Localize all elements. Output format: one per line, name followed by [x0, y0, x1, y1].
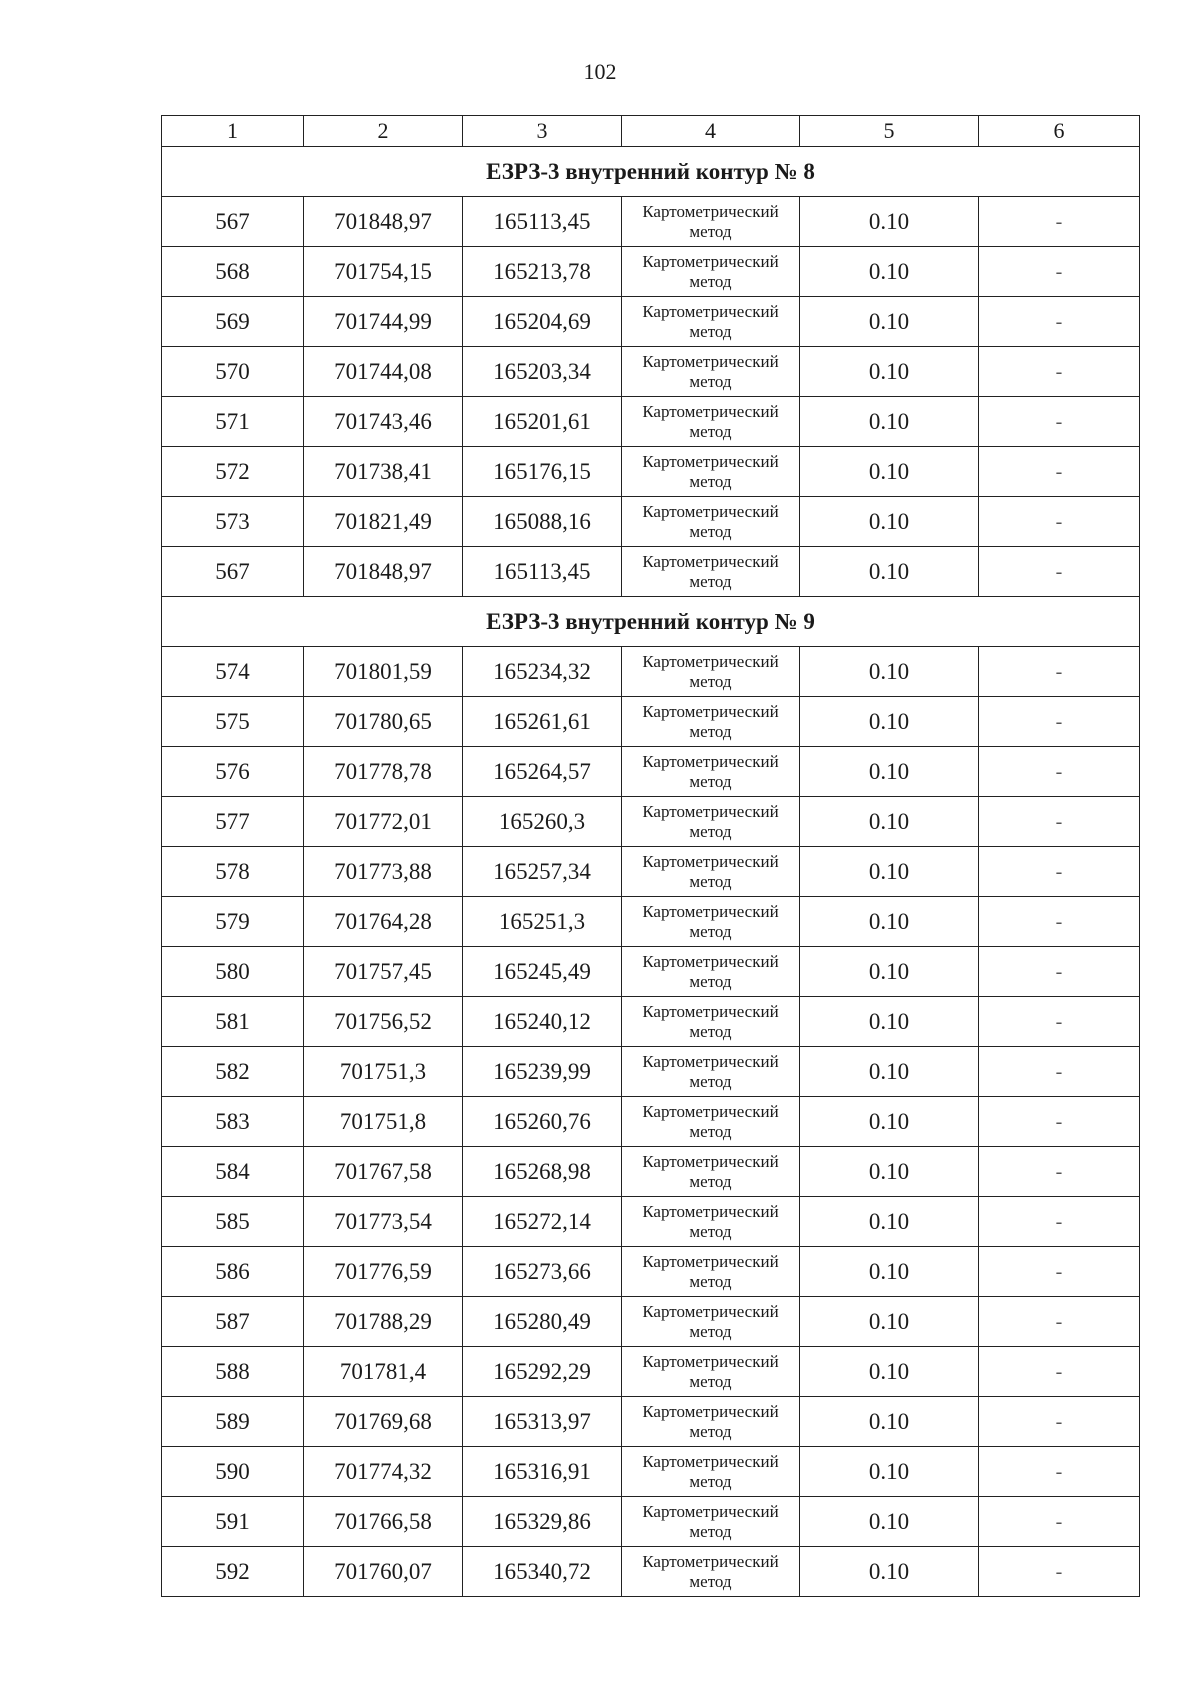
column-number-row [162, 116, 1140, 147]
method-cell [622, 1197, 800, 1247]
x-coordinate-cell: 701821,49 [304, 497, 463, 547]
method-text-line2: метод [689, 1221, 732, 1241]
x-coordinate-cell: 701773,88 [304, 847, 463, 897]
method-cell [622, 497, 800, 547]
accuracy-cell: 0.10 [800, 497, 979, 547]
point-number-cell: 571 [162, 397, 304, 447]
x-coordinate-cell: 701780,65 [304, 697, 463, 747]
point-number-cell: 592 [162, 1547, 304, 1597]
column-number: 3 [463, 116, 622, 147]
x-coordinate-cell: 701754,15 [304, 247, 463, 297]
accuracy-cell: 0.10 [800, 897, 979, 947]
method-text-line1: Картометрический [642, 551, 779, 571]
method-text-line2: метод [689, 321, 732, 341]
point-number-cell: 567 [162, 197, 304, 247]
table-row [162, 697, 1140, 747]
x-coordinate-cell: 701757,45 [304, 947, 463, 997]
note-cell: - [979, 1397, 1140, 1447]
table-row [162, 297, 1140, 347]
point-number-cell: 568 [162, 247, 304, 297]
x-coordinate-cell: 701773,54 [304, 1197, 463, 1247]
accuracy-cell: 0.10 [800, 197, 979, 247]
method-cell [622, 197, 800, 247]
method-text-line2: метод [689, 921, 732, 941]
method-text-line1: Картометрический [642, 1301, 779, 1321]
x-coordinate-cell: 701764,28 [304, 897, 463, 947]
accuracy-cell: 0.10 [800, 1247, 979, 1297]
x-coordinate-cell: 701751,8 [304, 1097, 463, 1147]
accuracy-cell: 0.10 [800, 247, 979, 297]
note-cell: - [979, 947, 1140, 997]
method-text-line2: метод [689, 721, 732, 741]
x-coordinate-cell: 701751,3 [304, 1047, 463, 1097]
method-text-line2: метод [689, 271, 732, 291]
table-row [162, 1097, 1140, 1147]
point-number-cell: 576 [162, 747, 304, 797]
accuracy-cell: 0.10 [800, 1047, 979, 1097]
method-cell [622, 747, 800, 797]
column-number: 4 [622, 116, 800, 147]
method-text-line2: метод [689, 671, 732, 691]
method-text-line1: Картометрический [642, 301, 779, 321]
note-cell: - [979, 647, 1140, 697]
table-row [162, 947, 1140, 997]
x-coordinate-cell: 701766,58 [304, 1497, 463, 1547]
accuracy-cell: 0.10 [800, 1297, 979, 1347]
note-cell: - [979, 1297, 1140, 1347]
y-coordinate-cell: 165203,34 [463, 347, 622, 397]
accuracy-cell: 0.10 [800, 797, 979, 847]
method-cell [622, 1497, 800, 1547]
note-cell: - [979, 1197, 1140, 1247]
accuracy-cell: 0.10 [800, 997, 979, 1047]
note-cell: - [979, 1147, 1140, 1197]
table-row [162, 447, 1140, 497]
method-cell [622, 847, 800, 897]
method-text-line1: Картометрический [642, 1501, 779, 1521]
method-text-line1: Картометрический [642, 401, 779, 421]
point-number-cell: 585 [162, 1197, 304, 1247]
table-row [162, 1047, 1140, 1097]
y-coordinate-cell: 165260,3 [463, 797, 622, 847]
method-text-line1: Картометрический [642, 1251, 779, 1271]
table-row [162, 1297, 1140, 1347]
y-coordinate-cell: 165240,12 [463, 997, 622, 1047]
method-text-line1: Картометрический [642, 851, 779, 871]
x-coordinate-cell: 701743,46 [304, 397, 463, 447]
note-cell: - [979, 997, 1140, 1047]
table-row [162, 647, 1140, 697]
y-coordinate-cell: 165261,61 [463, 697, 622, 747]
table-row [162, 1247, 1140, 1297]
method-cell [622, 397, 800, 447]
method-text-line2: метод [689, 1071, 732, 1091]
point-number-cell: 569 [162, 297, 304, 347]
method-cell [622, 1097, 800, 1147]
method-text-line1: Картометрический [642, 1401, 779, 1421]
method-text-line2: метод [689, 971, 732, 991]
x-coordinate-cell: 701781,4 [304, 1347, 463, 1397]
method-cell [622, 697, 800, 747]
method-text-line1: Картометрический [642, 201, 779, 221]
section-title: ЕЗРЗ-3 внутренний контур № 9 [162, 597, 1140, 647]
method-text-line1: Картометрический [642, 1051, 779, 1071]
note-cell: - [979, 497, 1140, 547]
point-number-cell: 589 [162, 1397, 304, 1447]
y-coordinate-cell: 165204,69 [463, 297, 622, 347]
point-number-cell: 581 [162, 997, 304, 1047]
x-coordinate-cell: 701801,59 [304, 647, 463, 697]
method-text-line1: Картометрический [642, 701, 779, 721]
note-cell: - [979, 397, 1140, 447]
x-coordinate-cell: 701788,29 [304, 1297, 463, 1347]
column-number: 6 [979, 116, 1140, 147]
y-coordinate-cell: 165329,86 [463, 1497, 622, 1547]
method-text-line1: Картометрический [642, 751, 779, 771]
note-cell: - [979, 797, 1140, 847]
x-coordinate-cell: 701744,99 [304, 297, 463, 347]
method-cell [622, 1147, 800, 1197]
accuracy-cell: 0.10 [800, 647, 979, 697]
y-coordinate-cell: 165316,91 [463, 1447, 622, 1497]
method-text-line2: метод [689, 1021, 732, 1041]
y-coordinate-cell: 165340,72 [463, 1547, 622, 1597]
method-text-line2: метод [689, 371, 732, 391]
coordinates-table-body [162, 116, 1140, 1597]
method-cell [622, 1397, 800, 1447]
y-coordinate-cell: 165239,99 [463, 1047, 622, 1097]
column-number: 5 [800, 116, 979, 147]
note-cell: - [979, 1247, 1140, 1297]
accuracy-cell: 0.10 [800, 1397, 979, 1447]
y-coordinate-cell: 165213,78 [463, 247, 622, 297]
method-cell [622, 1047, 800, 1097]
method-text-line1: Картометрический [642, 1001, 779, 1021]
table-row [162, 797, 1140, 847]
table-row [162, 197, 1140, 247]
point-number-cell: 580 [162, 947, 304, 997]
x-coordinate-cell: 701848,97 [304, 197, 463, 247]
x-coordinate-cell: 701760,07 [304, 1547, 463, 1597]
point-number-cell: 588 [162, 1347, 304, 1397]
section-title: ЕЗРЗ-3 внутренний контур № 8 [162, 147, 1140, 197]
method-text-line1: Картометрический [642, 1101, 779, 1121]
method-text-line1: Картометрический [642, 451, 779, 471]
method-text-line2: метод [689, 821, 732, 841]
accuracy-cell: 0.10 [800, 297, 979, 347]
point-number-cell: 590 [162, 1447, 304, 1497]
x-coordinate-cell: 701772,01 [304, 797, 463, 847]
table-row [162, 547, 1140, 597]
table-row [162, 347, 1140, 397]
method-text-line1: Картометрический [642, 951, 779, 971]
note-cell: - [979, 447, 1140, 497]
method-text-line1: Картометрический [642, 1151, 779, 1171]
x-coordinate-cell: 701778,78 [304, 747, 463, 797]
method-cell [622, 997, 800, 1047]
note-cell: - [979, 1047, 1140, 1097]
point-number-cell: 572 [162, 447, 304, 497]
method-cell [622, 1547, 800, 1597]
y-coordinate-cell: 165268,98 [463, 1147, 622, 1197]
y-coordinate-cell: 165280,49 [463, 1297, 622, 1347]
note-cell: - [979, 747, 1140, 797]
method-text-line2: метод [689, 1521, 732, 1541]
method-text-line2: метод [689, 421, 732, 441]
table-row [162, 847, 1140, 897]
y-coordinate-cell: 165088,16 [463, 497, 622, 547]
accuracy-cell: 0.10 [800, 747, 979, 797]
table-row [162, 1347, 1140, 1397]
y-coordinate-cell: 165273,66 [463, 1247, 622, 1297]
method-text-line1: Картометрический [642, 251, 779, 271]
method-text-line1: Картометрический [642, 801, 779, 821]
y-coordinate-cell: 165245,49 [463, 947, 622, 997]
method-text-line2: метод [689, 1371, 732, 1391]
y-coordinate-cell: 165201,61 [463, 397, 622, 447]
method-text-line2: метод [689, 1421, 732, 1441]
y-coordinate-cell: 165292,29 [463, 1347, 622, 1397]
y-coordinate-cell: 165257,34 [463, 847, 622, 897]
point-number-cell: 573 [162, 497, 304, 547]
point-number-cell: 579 [162, 897, 304, 947]
method-text-line2: метод [689, 1271, 732, 1291]
table-row [162, 1397, 1140, 1447]
point-number-cell: 584 [162, 1147, 304, 1197]
column-number: 1 [162, 116, 304, 147]
x-coordinate-cell: 701848,97 [304, 547, 463, 597]
method-cell [622, 547, 800, 597]
x-coordinate-cell: 701774,32 [304, 1447, 463, 1497]
point-number-cell: 574 [162, 647, 304, 697]
accuracy-cell: 0.10 [800, 547, 979, 597]
accuracy-cell: 0.10 [800, 1547, 979, 1597]
table-row [162, 1197, 1140, 1247]
method-text-line2: метод [689, 221, 732, 241]
note-cell: - [979, 1447, 1140, 1497]
accuracy-cell: 0.10 [800, 1447, 979, 1497]
method-text-line2: метод [689, 1571, 732, 1591]
method-cell [622, 647, 800, 697]
table-row [162, 1147, 1140, 1197]
note-cell: - [979, 197, 1140, 247]
table-row [162, 1447, 1140, 1497]
point-number-cell: 587 [162, 1297, 304, 1347]
method-text-line2: метод [689, 771, 732, 791]
point-number-cell: 578 [162, 847, 304, 897]
method-text-line1: Картометрический [642, 501, 779, 521]
method-cell [622, 1297, 800, 1347]
column-number: 2 [304, 116, 463, 147]
y-coordinate-cell: 165234,32 [463, 647, 622, 697]
x-coordinate-cell: 701767,58 [304, 1147, 463, 1197]
x-coordinate-cell: 701769,68 [304, 1397, 463, 1447]
y-coordinate-cell: 165113,45 [463, 547, 622, 597]
method-text-line2: метод [689, 521, 732, 541]
note-cell: - [979, 297, 1140, 347]
section-header-row [162, 147, 1140, 197]
table-row [162, 747, 1140, 797]
coordinates-table [161, 115, 1140, 1597]
accuracy-cell: 0.10 [800, 1097, 979, 1147]
y-coordinate-cell: 165272,14 [463, 1197, 622, 1247]
x-coordinate-cell: 701738,41 [304, 447, 463, 497]
point-number-cell: 570 [162, 347, 304, 397]
y-coordinate-cell: 165251,3 [463, 897, 622, 947]
accuracy-cell: 0.10 [800, 397, 979, 447]
accuracy-cell: 0.10 [800, 947, 979, 997]
section-header-row [162, 597, 1140, 647]
method-text-line1: Картометрический [642, 901, 779, 921]
table-row [162, 897, 1140, 947]
table-row [162, 247, 1140, 297]
method-cell [622, 347, 800, 397]
method-text-line2: метод [689, 1471, 732, 1491]
method-cell [622, 1247, 800, 1297]
y-coordinate-cell: 165313,97 [463, 1397, 622, 1447]
x-coordinate-cell: 701776,59 [304, 1247, 463, 1297]
method-text-line2: метод [689, 1321, 732, 1341]
note-cell: - [979, 247, 1140, 297]
method-text-line1: Картометрический [642, 1551, 779, 1571]
point-number-cell: 583 [162, 1097, 304, 1147]
note-cell: - [979, 1347, 1140, 1397]
accuracy-cell: 0.10 [800, 447, 979, 497]
page-number: 102 [583, 59, 617, 84]
table-row [162, 1497, 1140, 1547]
note-cell: - [979, 1547, 1140, 1597]
method-text-line2: метод [689, 571, 732, 591]
method-cell [622, 447, 800, 497]
point-number-cell: 577 [162, 797, 304, 847]
method-text-line2: метод [689, 1121, 732, 1141]
table-row [162, 497, 1140, 547]
x-coordinate-cell: 701756,52 [304, 997, 463, 1047]
method-cell [622, 247, 800, 297]
method-text-line1: Картометрический [642, 1451, 779, 1471]
accuracy-cell: 0.10 [800, 1197, 979, 1247]
accuracy-cell: 0.10 [800, 697, 979, 747]
method-cell [622, 897, 800, 947]
note-cell: - [979, 697, 1140, 747]
method-cell [622, 947, 800, 997]
point-number-cell: 586 [162, 1247, 304, 1297]
table-row [162, 397, 1140, 447]
y-coordinate-cell: 165176,15 [463, 447, 622, 497]
y-coordinate-cell: 165264,57 [463, 747, 622, 797]
note-cell: - [979, 1497, 1140, 1547]
note-cell: - [979, 897, 1140, 947]
note-cell: - [979, 847, 1140, 897]
point-number-cell: 591 [162, 1497, 304, 1547]
accuracy-cell: 0.10 [800, 1347, 979, 1397]
accuracy-cell: 0.10 [800, 1497, 979, 1547]
method-text-line2: метод [689, 471, 732, 491]
note-cell: - [979, 1097, 1140, 1147]
x-coordinate-cell: 701744,08 [304, 347, 463, 397]
accuracy-cell: 0.10 [800, 1147, 979, 1197]
point-number-cell: 567 [162, 547, 304, 597]
note-cell: - [979, 547, 1140, 597]
accuracy-cell: 0.10 [800, 347, 979, 397]
method-cell [622, 797, 800, 847]
y-coordinate-cell: 165113,45 [463, 197, 622, 247]
table-row [162, 1547, 1140, 1597]
accuracy-cell: 0.10 [800, 847, 979, 897]
point-number-cell: 582 [162, 1047, 304, 1097]
method-text-line1: Картометрический [642, 351, 779, 371]
method-text-line2: метод [689, 1171, 732, 1191]
y-coordinate-cell: 165260,76 [463, 1097, 622, 1147]
table-row [162, 997, 1140, 1047]
method-cell [622, 1347, 800, 1397]
method-text-line2: метод [689, 871, 732, 891]
method-text-line1: Картометрический [642, 1201, 779, 1221]
method-cell [622, 1447, 800, 1497]
point-number-cell: 575 [162, 697, 304, 747]
method-text-line1: Картометрический [642, 651, 779, 671]
method-text-line1: Картометрический [642, 1351, 779, 1371]
method-cell [622, 297, 800, 347]
note-cell: - [979, 347, 1140, 397]
